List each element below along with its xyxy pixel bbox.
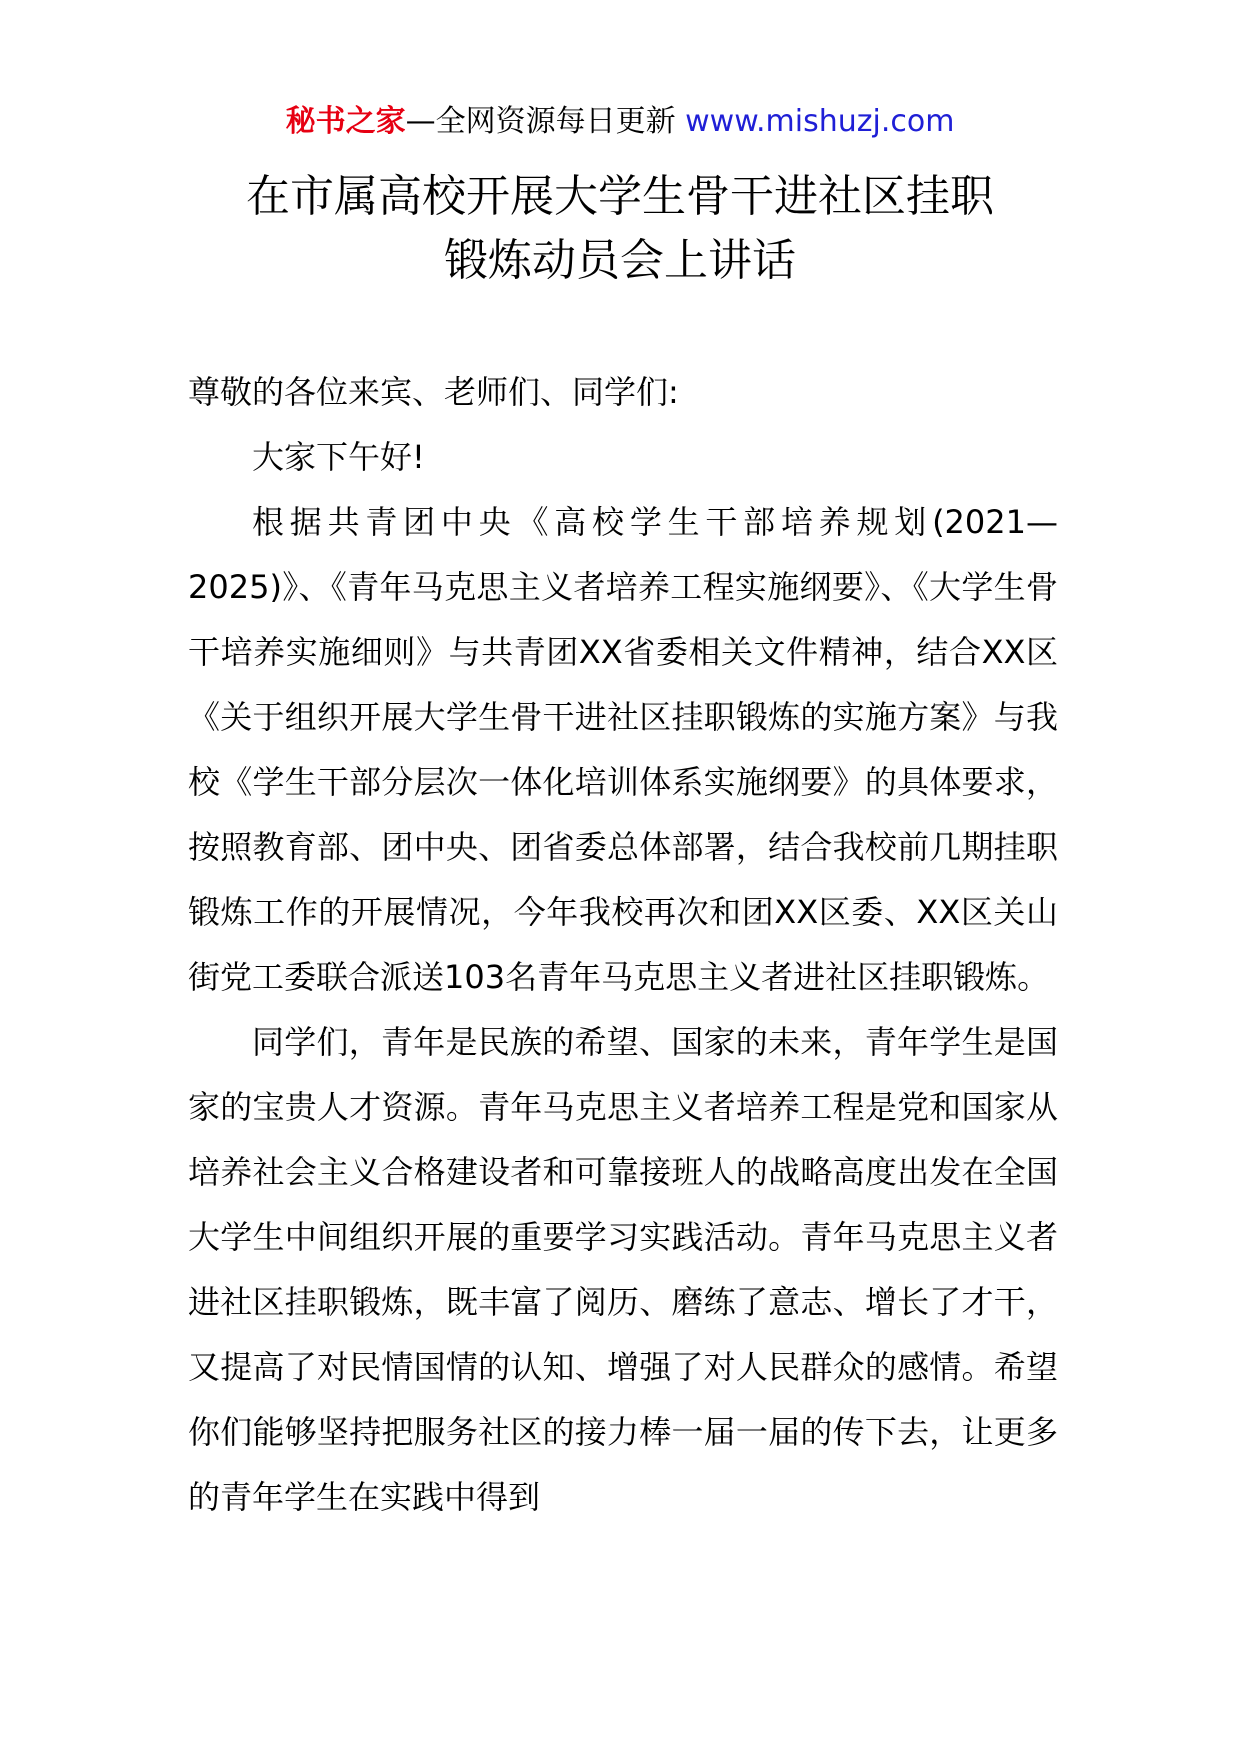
paragraph-1: 根据共青团中央《高校学生干部培养规划(2021—2025)》、《青年马克思主义者培养工程实施纲要》、《大学生骨干培养实施细则》与共青团XX省委相关文件精神，结合XX区《关于组织开展大学生骨干进社区挂职锻炼的实施方案》与我校《学生干部分层次一体化培训体系实施纲要》的具体要求，按照教育部、团中央、团省委总体部署，结合我校前几期挂职锻炼工作的开展情况，今年我校再次和团XX区委、XX区关山街党工委联合派送103名青年马克思主义者进社区挂职锻炼。 (188, 503, 1058, 996)
document-title (0, 165, 1240, 293)
brand-name: 秘书之家 (285, 104, 406, 139)
site-header (0, 100, 1240, 144)
site-url-link[interactable]: www.mishuzj.com (685, 104, 955, 139)
salutation: 尊敬的各位来宾、老师们、同学们: (188, 373, 679, 411)
title-line-1: 在市属高校开展大学生骨干进社区挂职 (246, 171, 994, 222)
title-line-2: 锻炼动员会上讲话 (444, 235, 796, 286)
header-slogan: —全网资源每日更新 (405, 104, 686, 139)
greeting: 大家下午好! (252, 438, 425, 476)
paragraph-2: 同学们，青年是民族的希望、国家的未来，青年学生是国家的宝贵人才资源。青年马克思主义者培养工程是党和国家从培养社会主义合格建设者和可靠接班人的战略高度出发在全国大学生中间组织开展的重要学习实践活动。青年马克思主义者进社区挂职锻炼，既丰富了阅历、磨练了意志、增长了才干，又提高了对民情国情的认知、增强了对人民群众的感情。希望你们能够坚持把服务社区的接力棒一届一届的传下去，让更多的青年学生在实践中得到 (188, 1023, 1058, 1516)
document-body (188, 360, 1058, 1530)
